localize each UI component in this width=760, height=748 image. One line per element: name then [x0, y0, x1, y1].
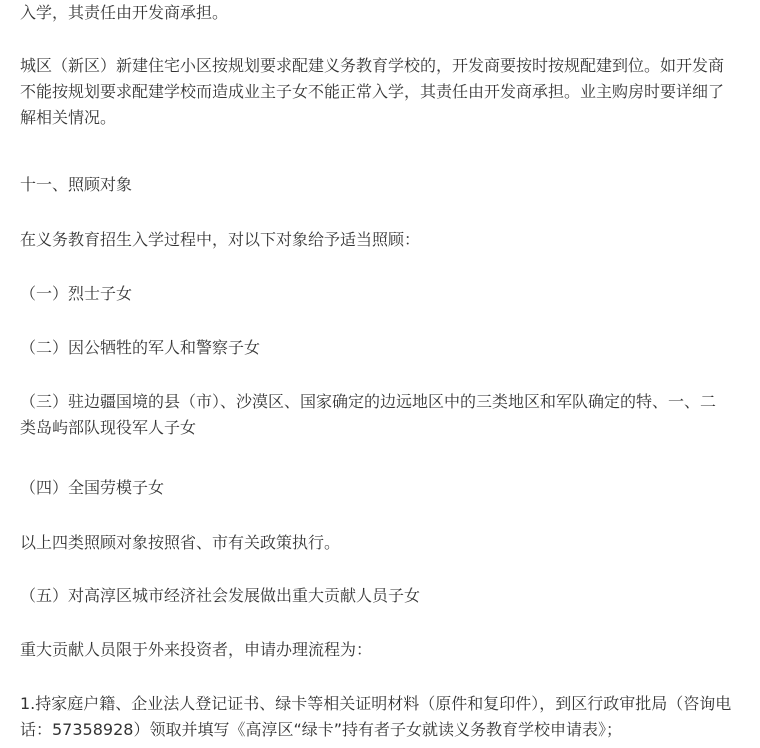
list-item-border-area-servicemen	[20, 389, 742, 441]
paragraph-contributor-definition	[20, 637, 742, 663]
paragraph-developer-responsibility-tail	[20, 0, 742, 26]
paragraph-policy-note	[20, 530, 742, 556]
list-item-martyrs-children	[20, 281, 742, 307]
section-heading-care-targets	[20, 172, 742, 198]
text-line: 十一、照顾对象	[20, 175, 133, 194]
list-item-application-step-1	[20, 691, 742, 743]
text-line: 城区（新区）新建住宅小区按规划要求配建义务教育学校的，开发商要按时按规配建到位。如开发商	[20, 56, 725, 75]
list-item-major-contributors	[20, 583, 742, 609]
text-line: （一）烈士子女	[20, 284, 133, 303]
paragraph-care-intro	[20, 227, 742, 253]
list-item-sacrificed-soldiers-police	[20, 335, 742, 361]
text-line: （三）驻边疆国境的县（市）、沙漠区、国家确定的边远地区中的三类地区和军队确定的特、一、二	[20, 392, 717, 411]
paragraph-school-construction	[20, 53, 742, 131]
text-line: 1.持家庭户籍、企业法人登记证书、绿卡等相关证明材料（原件和复印件），到区行政审批局（咨询电	[20, 694, 732, 713]
text-line: （四）全国劳模子女	[20, 478, 165, 497]
text-line: 以上四类照顾对象按照省、市有关政策执行。	[20, 533, 341, 552]
list-item-model-workers	[20, 475, 742, 501]
text-line: 解相关情况。	[20, 108, 117, 127]
text-line: 不能按规划要求配建学校而造成业主子女不能正常入学，其责任由开发商承担。业主购房时要详细了	[20, 82, 725, 101]
text-line: 入学，其责任由开发商承担。	[20, 3, 229, 22]
text-line: 话：57358928）领取并填写《高淳区“绿卡”持有者子女就读义务教育学校申请表》；	[20, 720, 623, 739]
text-line: 类岛屿部队现役军人子女	[20, 418, 197, 437]
text-line: （五）对高淳区城市经济社会发展做出重大贡献人员子女	[20, 586, 421, 605]
text-line: （二）因公牺牲的军人和警察子女	[20, 338, 261, 357]
text-line: 在义务教育招生入学过程中，对以下对象给予适当照顾：	[20, 230, 421, 249]
text-line: 重大贡献人员限于外来投资者，申请办理流程为：	[20, 640, 373, 659]
